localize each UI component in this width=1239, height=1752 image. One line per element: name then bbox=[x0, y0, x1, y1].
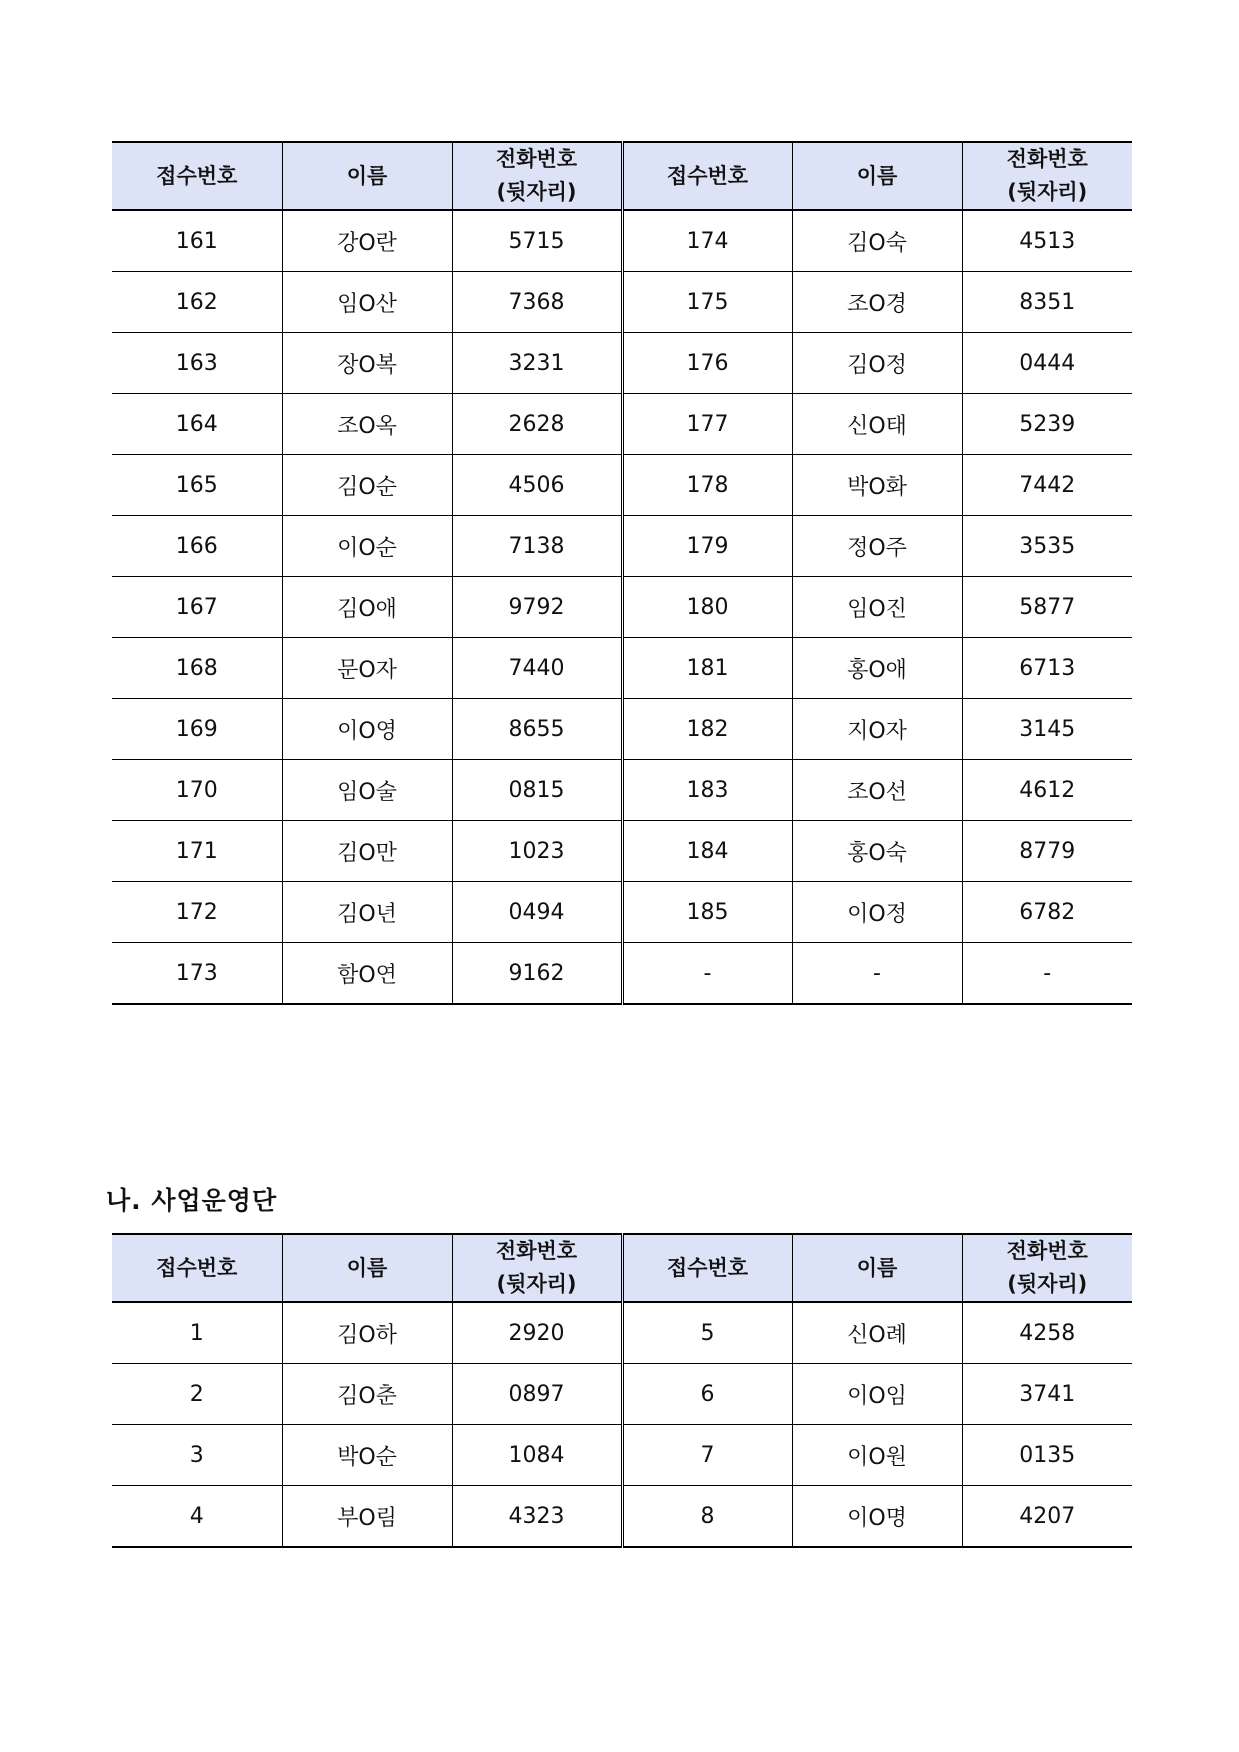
cell-name: 김O숙 bbox=[792, 210, 962, 272]
table-row bbox=[112, 455, 1132, 516]
cell-phone-last4: 1023 bbox=[452, 821, 622, 882]
cell-receipt-no: 184 bbox=[622, 821, 792, 882]
table-row bbox=[112, 394, 1132, 455]
cell-receipt-no: 181 bbox=[622, 638, 792, 699]
cell-receipt-no: 161 bbox=[112, 210, 282, 272]
cell-phone-last4: 8779 bbox=[962, 821, 1132, 882]
cell-receipt-no: 162 bbox=[112, 272, 282, 333]
cell-receipt-no: 167 bbox=[112, 577, 282, 638]
cell-name: 박O화 bbox=[792, 455, 962, 516]
cell-receipt-no: 185 bbox=[622, 882, 792, 943]
cell-name: 김O년 bbox=[282, 882, 452, 943]
cell-receipt-no: 164 bbox=[112, 394, 282, 455]
cell-receipt-no: 170 bbox=[112, 760, 282, 821]
cell-phone-last4: 5877 bbox=[962, 577, 1132, 638]
header-phone: 전화번호 (뒷자리) bbox=[452, 1234, 622, 1302]
cell-receipt-no: 177 bbox=[622, 394, 792, 455]
cell-name: 문O자 bbox=[282, 638, 452, 699]
cell-name: 김O하 bbox=[282, 1302, 452, 1364]
cell-receipt-no: 173 bbox=[112, 943, 282, 1005]
header-receipt-no: 접수번호 bbox=[622, 1234, 792, 1302]
cell-name: 이O명 bbox=[792, 1486, 962, 1548]
cell-name: 임O진 bbox=[792, 577, 962, 638]
header-receipt-no: 접수번호 bbox=[112, 1234, 282, 1302]
table-row bbox=[112, 821, 1132, 882]
cell-receipt-no: 166 bbox=[112, 516, 282, 577]
cell-receipt-no: 7 bbox=[622, 1425, 792, 1486]
cell-receipt-no: 1 bbox=[112, 1302, 282, 1364]
cell-phone-last4: 4612 bbox=[962, 760, 1132, 821]
cell-phone-last4: 0494 bbox=[452, 882, 622, 943]
header-receipt-no: 접수번호 bbox=[622, 142, 792, 210]
cell-phone-last4: 5715 bbox=[452, 210, 622, 272]
cell-receipt-no: 5 bbox=[622, 1302, 792, 1364]
cell-phone-last4: 1084 bbox=[452, 1425, 622, 1486]
cell-name: 조O경 bbox=[792, 272, 962, 333]
cell-name: 정O주 bbox=[792, 516, 962, 577]
cell-name: 김O순 bbox=[282, 455, 452, 516]
cell-phone-last4: 4323 bbox=[452, 1486, 622, 1548]
cell-receipt-no: 175 bbox=[622, 272, 792, 333]
cell-receipt-no: 174 bbox=[622, 210, 792, 272]
cell-phone-last4: 7368 bbox=[452, 272, 622, 333]
header-phone: 전화번호 (뒷자리) bbox=[962, 142, 1132, 210]
cell-name: 임O술 bbox=[282, 760, 452, 821]
cell-name: 강O란 bbox=[282, 210, 452, 272]
header-name: 이름 bbox=[792, 1234, 962, 1302]
cell-receipt-no: 165 bbox=[112, 455, 282, 516]
cell-phone-last4: 5239 bbox=[962, 394, 1132, 455]
cell-name: 장O복 bbox=[282, 333, 452, 394]
header-name: 이름 bbox=[282, 1234, 452, 1302]
cell-phone-last4: 7138 bbox=[452, 516, 622, 577]
table-row bbox=[112, 210, 1132, 272]
cell-phone-last4: 0444 bbox=[962, 333, 1132, 394]
cell-phone-last4: 8655 bbox=[452, 699, 622, 760]
cell-phone-last4: - bbox=[962, 943, 1132, 1005]
cell-name: 이O원 bbox=[792, 1425, 962, 1486]
table-row bbox=[112, 272, 1132, 333]
cell-phone-last4: 4258 bbox=[962, 1302, 1132, 1364]
cell-name: 부O림 bbox=[282, 1486, 452, 1548]
table-row bbox=[112, 516, 1132, 577]
cell-phone-last4: 4513 bbox=[962, 210, 1132, 272]
cell-name: 박O순 bbox=[282, 1425, 452, 1486]
cell-receipt-no: 2 bbox=[112, 1364, 282, 1425]
cell-name: 홍O애 bbox=[792, 638, 962, 699]
cell-name: 이O임 bbox=[792, 1364, 962, 1425]
section-heading-business-operations: 나. 사업운영단 bbox=[106, 1186, 278, 1215]
cell-receipt-no: 6 bbox=[622, 1364, 792, 1425]
cell-name: 이O순 bbox=[282, 516, 452, 577]
cell-receipt-no: 182 bbox=[622, 699, 792, 760]
cell-phone-last4: 0897 bbox=[452, 1364, 622, 1425]
cell-receipt-no: 171 bbox=[112, 821, 282, 882]
cell-name: 조O선 bbox=[792, 760, 962, 821]
cell-phone-last4: 2628 bbox=[452, 394, 622, 455]
cell-phone-last4: 4207 bbox=[962, 1486, 1132, 1548]
cell-phone-last4: 6713 bbox=[962, 638, 1132, 699]
cell-name: 임O산 bbox=[282, 272, 452, 333]
cell-phone-last4: 0815 bbox=[452, 760, 622, 821]
cell-receipt-no: 169 bbox=[112, 699, 282, 760]
cell-name: 이O정 bbox=[792, 882, 962, 943]
cell-receipt-no: 180 bbox=[622, 577, 792, 638]
table-row bbox=[112, 943, 1132, 1005]
cell-receipt-no: 3 bbox=[112, 1425, 282, 1486]
header-phone: 전화번호 (뒷자리) bbox=[452, 142, 622, 210]
cell-name: - bbox=[792, 943, 962, 1005]
table-row bbox=[112, 699, 1132, 760]
cell-phone-last4: 2920 bbox=[452, 1302, 622, 1364]
cell-phone-last4: 9162 bbox=[452, 943, 622, 1005]
cell-receipt-no: 176 bbox=[622, 333, 792, 394]
cell-receipt-no: 4 bbox=[112, 1486, 282, 1548]
cell-phone-last4: 3535 bbox=[962, 516, 1132, 577]
cell-phone-last4: 0135 bbox=[962, 1425, 1132, 1486]
cell-name: 김O만 bbox=[282, 821, 452, 882]
cell-receipt-no: 168 bbox=[112, 638, 282, 699]
table-row bbox=[112, 760, 1132, 821]
header-name: 이름 bbox=[282, 142, 452, 210]
cell-name: 김O정 bbox=[792, 333, 962, 394]
header-name: 이름 bbox=[792, 142, 962, 210]
table-row bbox=[112, 1425, 1132, 1486]
table-header-row bbox=[112, 1234, 1132, 1302]
applicant-table-1 bbox=[112, 141, 1132, 1005]
cell-name: 신O태 bbox=[792, 394, 962, 455]
table-row bbox=[112, 638, 1132, 699]
cell-phone-last4: 8351 bbox=[962, 272, 1132, 333]
cell-receipt-no: 172 bbox=[112, 882, 282, 943]
cell-name: 홍O숙 bbox=[792, 821, 962, 882]
table-row bbox=[112, 1302, 1132, 1364]
cell-phone-last4: 3145 bbox=[962, 699, 1132, 760]
cell-receipt-no: - bbox=[622, 943, 792, 1005]
applicant-table-2 bbox=[112, 1233, 1132, 1548]
cell-name: 함O연 bbox=[282, 943, 452, 1005]
table-row bbox=[112, 1364, 1132, 1425]
cell-name: 신O례 bbox=[792, 1302, 962, 1364]
cell-phone-last4: 3231 bbox=[452, 333, 622, 394]
cell-name: 김O춘 bbox=[282, 1364, 452, 1425]
cell-receipt-no: 163 bbox=[112, 333, 282, 394]
table-row bbox=[112, 333, 1132, 394]
cell-receipt-no: 183 bbox=[622, 760, 792, 821]
cell-receipt-no: 178 bbox=[622, 455, 792, 516]
cell-name: 김O애 bbox=[282, 577, 452, 638]
cell-receipt-no: 179 bbox=[622, 516, 792, 577]
header-receipt-no: 접수번호 bbox=[112, 142, 282, 210]
cell-name: 조O옥 bbox=[282, 394, 452, 455]
cell-phone-last4: 4506 bbox=[452, 455, 622, 516]
cell-phone-last4: 9792 bbox=[452, 577, 622, 638]
table-row bbox=[112, 882, 1132, 943]
table-header-row bbox=[112, 142, 1132, 210]
cell-phone-last4: 6782 bbox=[962, 882, 1132, 943]
table-row bbox=[112, 577, 1132, 638]
header-phone: 전화번호 (뒷자리) bbox=[962, 1234, 1132, 1302]
cell-receipt-no: 8 bbox=[622, 1486, 792, 1548]
cell-phone-last4: 3741 bbox=[962, 1364, 1132, 1425]
cell-name: 이O영 bbox=[282, 699, 452, 760]
cell-phone-last4: 7440 bbox=[452, 638, 622, 699]
table-row bbox=[112, 1486, 1132, 1548]
cell-phone-last4: 7442 bbox=[962, 455, 1132, 516]
cell-name: 지O자 bbox=[792, 699, 962, 760]
